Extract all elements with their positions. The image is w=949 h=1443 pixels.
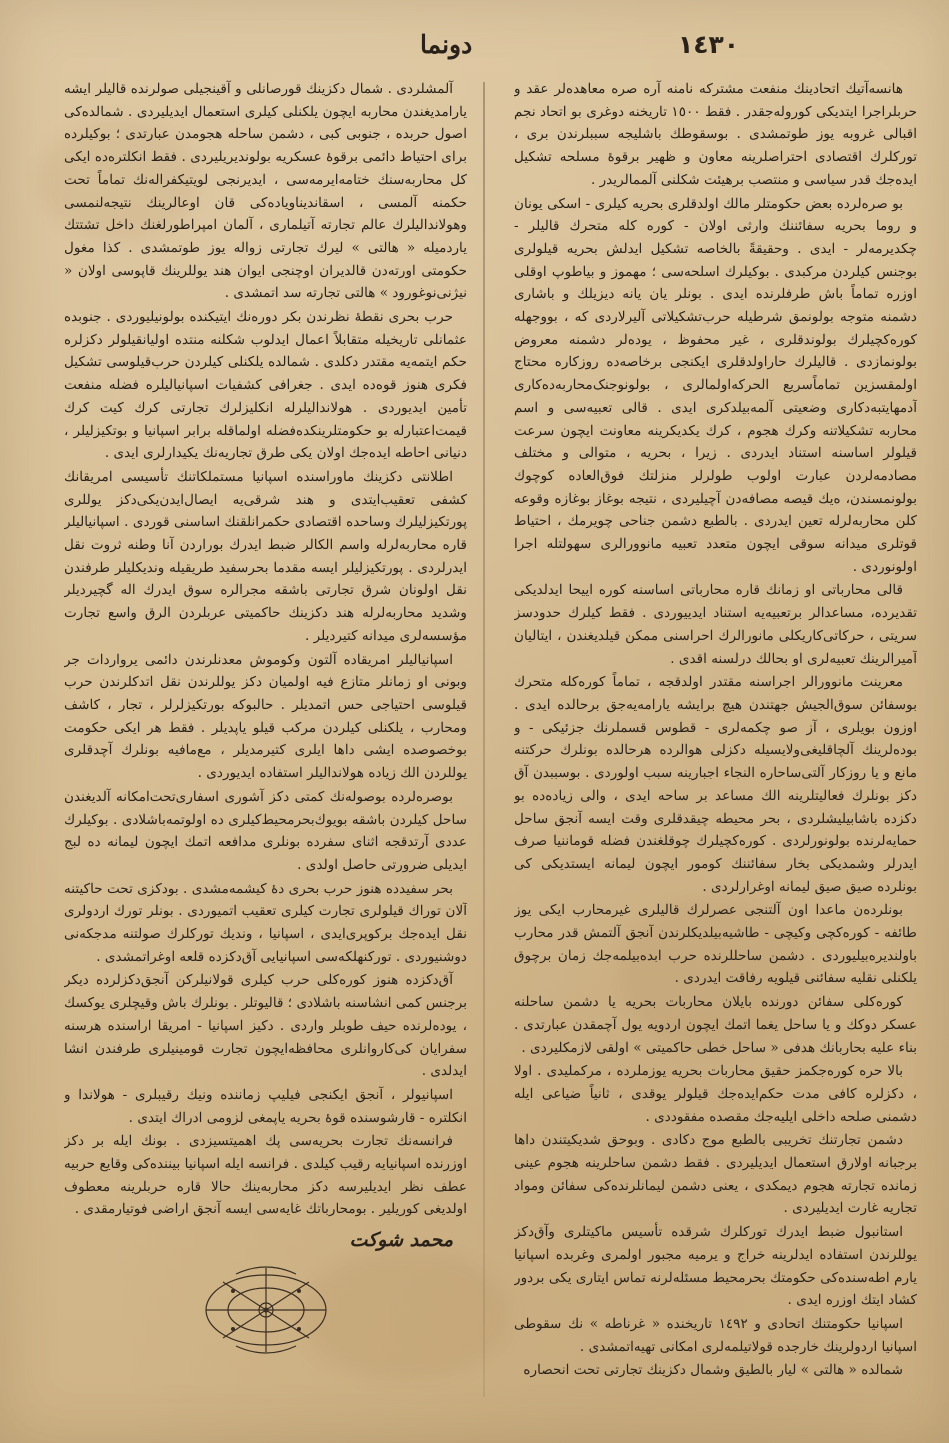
right-paragraph-6: كوره‌كلی سفائن دورنده بایلان محاربات بحریه یا دشمن ساحلنه عسكر دوكك و یا ساحل یغما اتمك ایچون اردویه یول آچمقدن عبارتدی . بناء علیه بحاربانك هدفی « ساحل خطی حاكمیتی » اولقی لازمكلیردی . [514, 994, 917, 1056]
author-signature: محمد شوكت [349, 1229, 453, 1252]
left-paragraph-1: آلمشلردی . شمال دكزینك قورصانلی و آقینجیلی صولرنده قالیلر ایشه یارامدیغندن محاربه ایچون یلكنلی كیلری استعمال ایدیلیردی . شمالده‌كی اصول حربده ، جنوبی كبی ، دشمن ساحله هجومدن عبارتدی ؛ بوكیلرده برای احتیاط دائمی برقوۀ عسكریه بولوندیریلیردی . فقط انكلتره‌ده ایكی كل محاربه‌سنك ختامه‌ایرمه‌سی ، ایدیرنجی لویتیكفراله‌نك تماماً تحت حكمنه آلمسی ، اسقاندیناویاده‌كی قان‌ اوعالرینك نتیجه‌لنمسی وهولاندالیلرك عالم تجارته آتیلماری ، آلمان امپراطورلغنك داخل تشتتك یاردمیله « هالتی » لیرك تجارتی زواله یوز طوتمشدی . كذا مغول حكومتی اورته‌دن قالدیران اوچنجی ایوان هند یوللرینك قاپوسی اولان « نیژنی‌نوغورود » هالتی تجارته سد اتمشدی . [64, 81, 467, 302]
right-paragraph-7: بالا حره كوره‌جكمز حقیق محاربات بحریه یوزملرده ، مركملیدی . اولا ، دكزلره كافی مدت حكم‌ایده‌جك قیلولر یوقدی ، ثانیاً ضیاعی ایله دشمنی صلحه داخلی ایلیه‌جك مقصده مفقوددی . [514, 1063, 917, 1125]
right-paragraph-1: هانسه‌آتیك اتحادینك منفعت مشتركه نامنه آره صره معاهده‌لر عقد و حربلراجرا ایتدیکی کوروله‌جقدر . فقط ١٥٠٠ تاریخنه دوغری بو اتحاد نجم اقبالی غروبه یوز طوتمشدی . بوسقوطك باشلیجه سببلرندن بری ، توركلرك اقتصادی احتراصلرینه معاون و ظهیر برقوۀ مسلحه تشکیل ایده‌جك قدر سیاسی و منتصب برهیئت شكلنی آلممالریدر . [514, 81, 917, 188]
right-paragraph-5: بونلرده‌ن ماعدا اون آلتنجی عصرلرك قالیلری غیرمحارب ایكی یوز طائفه - كوره‌كچی وكیچی - طاشیه‌بیلدیکلرندن آنجق آلتمش قدر محارب باولندیره‌بیلیوردی . دشمن ساحللرنده حرب ابده‌بیلمه‌جك زمان برچوق یلكنلی نقلیه سفائنی قیلویه رفاقت ایدردی . [514, 902, 917, 987]
right-paragraph-3: قالی محارباتی او زمانك قاره محارباتی اساسنه كوره اییحا ایدلدیکی تقدیرده، مساعدالر برتعبیه‌یه استناد ایدییوردی . فقط كیلرك حدودسز سریتی ، حركاتی‌كاریكلی مانورالرك احراسنی ممكن قیلدیغندن ، ایتالیان آمیرالرینك تعبیه‌لری او بحالك درلسنه اقدی . [514, 582, 917, 667]
left-paragraph-3: اطلانتی دكزینك ماوراسنده اسپانیا مستملكاتنك تأسیسی امریقانك كشفی تعقیب‌ایتدی و هند شرقی‌یه ایصال‌ایدن‌یكی‌دكز یوللری پورتكیزلیلرك وساحده‌ اقتصادی حكمرانلقنك اساسنی قوردی . اسپانیالیلر قاره محاربه‌لرله واسم الكالر ضبط ایدرك بوراردن آنا وطنه ثروت نقل ایدرلردی . پورتكیزلیلر ایسه مقدما بحرسفید طریقیله وندیكلیلر طرفندن نقل اولونان شرق تجارتی باشقه مجرالره سوق ایدرك اله گچیردیلر وشدید محاربه‌لرله هند دكزینك حاكمیتی عربلردن الرق واسع تجارت مؤسسه‌لری میدانه كتیردیلر . [64, 468, 467, 644]
left-paragraph-8: اسپانیولر ، آنجق ایكنجی فیلیپ زماننده ونیك رقیبلری - هولاندا و انكلتره - قارشوسنده قوۀ بحریه یاپمغی لزومی ادراك ایتدی . [64, 1086, 467, 1126]
floral-ornament-icon [181, 1260, 351, 1360]
left-paragraph-9: فرانسه‌نك تجارت بحریه‌سی پك اهمیتسیزدی . بونك ایله بر دكز اوزرنده اسپانیایه رقیب كیلدی . فرانسه ایله اسپانیا بیننده‌كی وقایع حربیه عطف نظر ایدیلیرسه دكز محاربه‌ینك حالا قاره حربلرینه معطوف اولدیغی كوریلیر . بومحارباتك غایه‌سی ایسه آنجق اراضی فوتیارمقدی . [64, 1133, 467, 1218]
left-paragraph-7: آق‌دكزده هنوز كوره‌كلی حرب كیلری قولانیلركن آنجق‌دكزلرده دیكر برجنس كمی انشاسنه باشلادی ؛ قالیوتلر . بونلرك باش وقیچلری یوكسك ، یوده‌لرنده حیف طوبلر واردی . دكیز اسپانیا - امریقا اراسنده هرسنه سفرایان‌ کی‌کاروانلر‌ی محافظه‌ایچون‌ تجارت قومینیلری طرفندن انشا ایدلدی . [64, 972, 467, 1080]
left-paragraph-5: بوصره‌لرده بوصوله‌نك كمتی دكز آشوری اسفاری‌تحت‌امكانه آلدیغندن ساحل كیلردن باشقه بویوك‌بحرمحیط‌كیلری ده اولوتمه‌باشلادی . بوكیلرك عددی آرتدقجه اثنای سفرده بونلری مدافعه اتمك ایچون لیمانه ده لبج ایدیلی ضرورتی حاصل اولدی . [64, 788, 467, 873]
right-paragraph-9: استانبول ضبط ایدرك توركلرك شرقده تأسیس ما‌كیتلری وآق‌دكز یوللرندن استفاده ایدلرینه خراج و یرمیه مجبور اولمری وغربده اسپانیا یارم اطه‌سنده‌كی حكومتك بحرمحیط مسئله‌لرنه تماس ایتاری یکی بردور كشاد ایتك اوزره ایدی . [514, 1224, 917, 1309]
left-paragraph-6: بحر سفیدده هنوز حرب بحری دۀ كیشمه‌مشدی . بودكزی تحت حاكیتنه آلان توراك قیلولری تجارت كیلری تعقیب اتمیوردی . بونلر تورك اردولری نقل ایده‌جك بركوپری‌ایدی ، اسپانیا ، وندیك توركلرك صولتنه مدجكه‌نی دوشنیوردی . توركنهلكه‌سی اسپانیایی آق‌دكزده قلعه اوغراتمشدی . [64, 880, 467, 965]
column-divider [483, 82, 485, 1397]
left-text-column [64, 78, 467, 1398]
right-paragraph-2: بو صره‌لرده بعض حكومتلر مالك اولدقلری بحریه كیلری - اسكی یونان و روما بحریه سفائننك وارثی اولان - كوره كله متحرك قالیلر - چكدیرمه‌لر - ایدی . وحقیقةً بالخاصه تشکیل ایدلش بحریه قیلولری بوجنس كیلردن مركبدی . بوكیلرك اسلحه‌سی ؛ مهموز و بیاطوپ اوقلی اوزره تماماً باش طرفلرنده ایدی . بونلر یان یانه دیزیلك و باشاری دشمنه متوجه بولونمق شرطیله حرب‌تشکیلاتی آلیرلاردی که ، بووجهله كوره‌كچیلرك بولوندقلری ، غیر محفوظ ، یوده‌لر دشمنه معروض بولونمازدی . قالیلرك حاراولدقلری ایكنجی برخاصه‌ده روزكاره محتاج اولمقسزین تماماًسریع‌ الحركه‌اولمالری ، بولونوجنک‌محاربه‌ده‌کاری آدمهایتبه‌دکاری وضعیتی آلمه‌بیلدکری ایدی . قالی تعبیه‌سی و اسم محاربه تشکیلاتنه وكرك هجوم ، كرك‌ یكدیكرینه معاونت ایچون سرعت قیلولر اساسنه استناد ایدردی . زیرا ، بحریه ، متوالی و مختلف مصادمه‌لردن عبارت اولوب طولرلر منزلتك فوق‌العاده كوچوك بولونمسندن، ه‌یك قیصه مصافه‌دن آچیلیردی ، نتیجه بوغاز بوغازه وقوعه كلن محاربه‌لرله تعین ایدردی . بالطبع دشمن جناحی چویرمك ، احتیاط قوتلری میدانه سوقی ایچون متعدد تعبیه مانوورالری سهولتله اجرا اولونوردی . [514, 195, 917, 575]
running-title: دونما [420, 30, 473, 59]
page-number: ١٤٣٠ [677, 30, 739, 59]
right-paragraph-8: دشمن تجارتنك تخریبی بالطبع موج دکادی . وبوحق شدیكیتندن داها برجبانه اولارق استعمال ایدیلیردی . فقط دشمن ساحلرینه هجوم عینی زمانده تجارته هجوم دیمكدی ، یعنی دشمن لیمانلرنده‌كی سفائن ومواد تجاریه غارت ایدیلیردی . [514, 1132, 917, 1217]
right-paragraph-10: اسپانیا حكومتنك اتحادی و ١٤٩٢ تاریخنده « غرناطه » نك سقوطی اسپانیا اردولرینك خارجده قولاتیلمه‌لری امكانی تهیه‌اتمشدی . [514, 1315, 917, 1355]
left-paragraph-4: اسپانیالیلر امریقاده آلتون وکوموش معدنلرندن دائمی یرواردات جر وبونی او زمانلر متازع فیه اولمیان دكز یوللرندن نقل اتدكلرندن حرب قیلوسی احتیاجی حس اتمدیلر . حالبوكه بورتكیزلرلر ، تجار ، كاشف ومحارب ، یلكنلی كیلردن مرکب قیلو یاپدیلر . فقط هر ایكی حكومت بوخصوصده ایشی داها ایلری كتیرمدیلر ، مع‌مافیه بونلرك آچدقلری یوللردن الك زیاده هولاندالیلر استفاده ایدیوردی . [64, 651, 467, 782]
page-header [90, 30, 839, 72]
left-paragraph-2: حرب بحری نقطۀ نظرندن بكر دوره‌نك ایتیکنده بولونیلیوردی . جنوبده عثمانلی تاریخیله متقابلاً اعمال ایدلوب شكلنه منتده اولیانقیلولر دكزلره حكم ایتمه‌یه مقتدر دكلدی . شمالده یلكنلی كیلردن حرب‌قیلوسی تشكیل فكری هنوز قوه‌ده ایدی . جغرافی كشفیات اسپانیالیلره فضله منفعت تأمین ایدیوردی . هولاندالیلرله انكلیزلرك تجارتی كرك كیت كرك قیمت‌اعتبارله‌ بو حكومتلرینكده‌فضله‌ اولماقله برابر اسپانیا و بوتكیزلیلر ، دنیانی احاطه ایده‌جك اولان یکی طرق تجاریه‌نك یکیدارلری ایدی . [64, 309, 467, 462]
right-text-column [514, 78, 917, 1398]
right-paragraph-11: شمالده « هالتی » لیار بالطیق وشمال دكزینك تجارتی تحت انحصاره [523, 1362, 903, 1379]
right-paragraph-4: معرینت مانوورالر اجراسنه مقتدر اولدقجه ، تماماً كوره‌كله متحرك بوسفائن سوق‌الجیش جهتندن هیچ برایشه یارامه‌یه‌جق برحالده ایدی . اوزون بویلری ، آز صو چکمه‌لری - قطوس قسملرنك جزئیکی - و بوده‌لرینك آلچاقلیغی‌ولایسیله دكزلی هوالرده هرحالده بونلرك حركتنه مانع و یا روزكار آلتی‌ساحاره النجاء اجبارینه سبب اولوردی . بوسببدن آق دكز بونلرك فعالیتلرینه الك مساعد بر ساحه ایدی ، والی زیاده‌ده بو دكزده باشابیلیشلردی ، بحر محیطه چیقدقلری وقت ایسه آنجق ساحل حمایه‌لرنده بولونورلردی . كوره‌كچیلرك چوقلغندن فضله قوماننیا صرف ایدرلر وشمدیکی بخار سفائننك كومور ایچون لیمانه ایستدیکی كی بونلرده صیق صیق لیمانه اوغرارلردی . [514, 674, 917, 895]
